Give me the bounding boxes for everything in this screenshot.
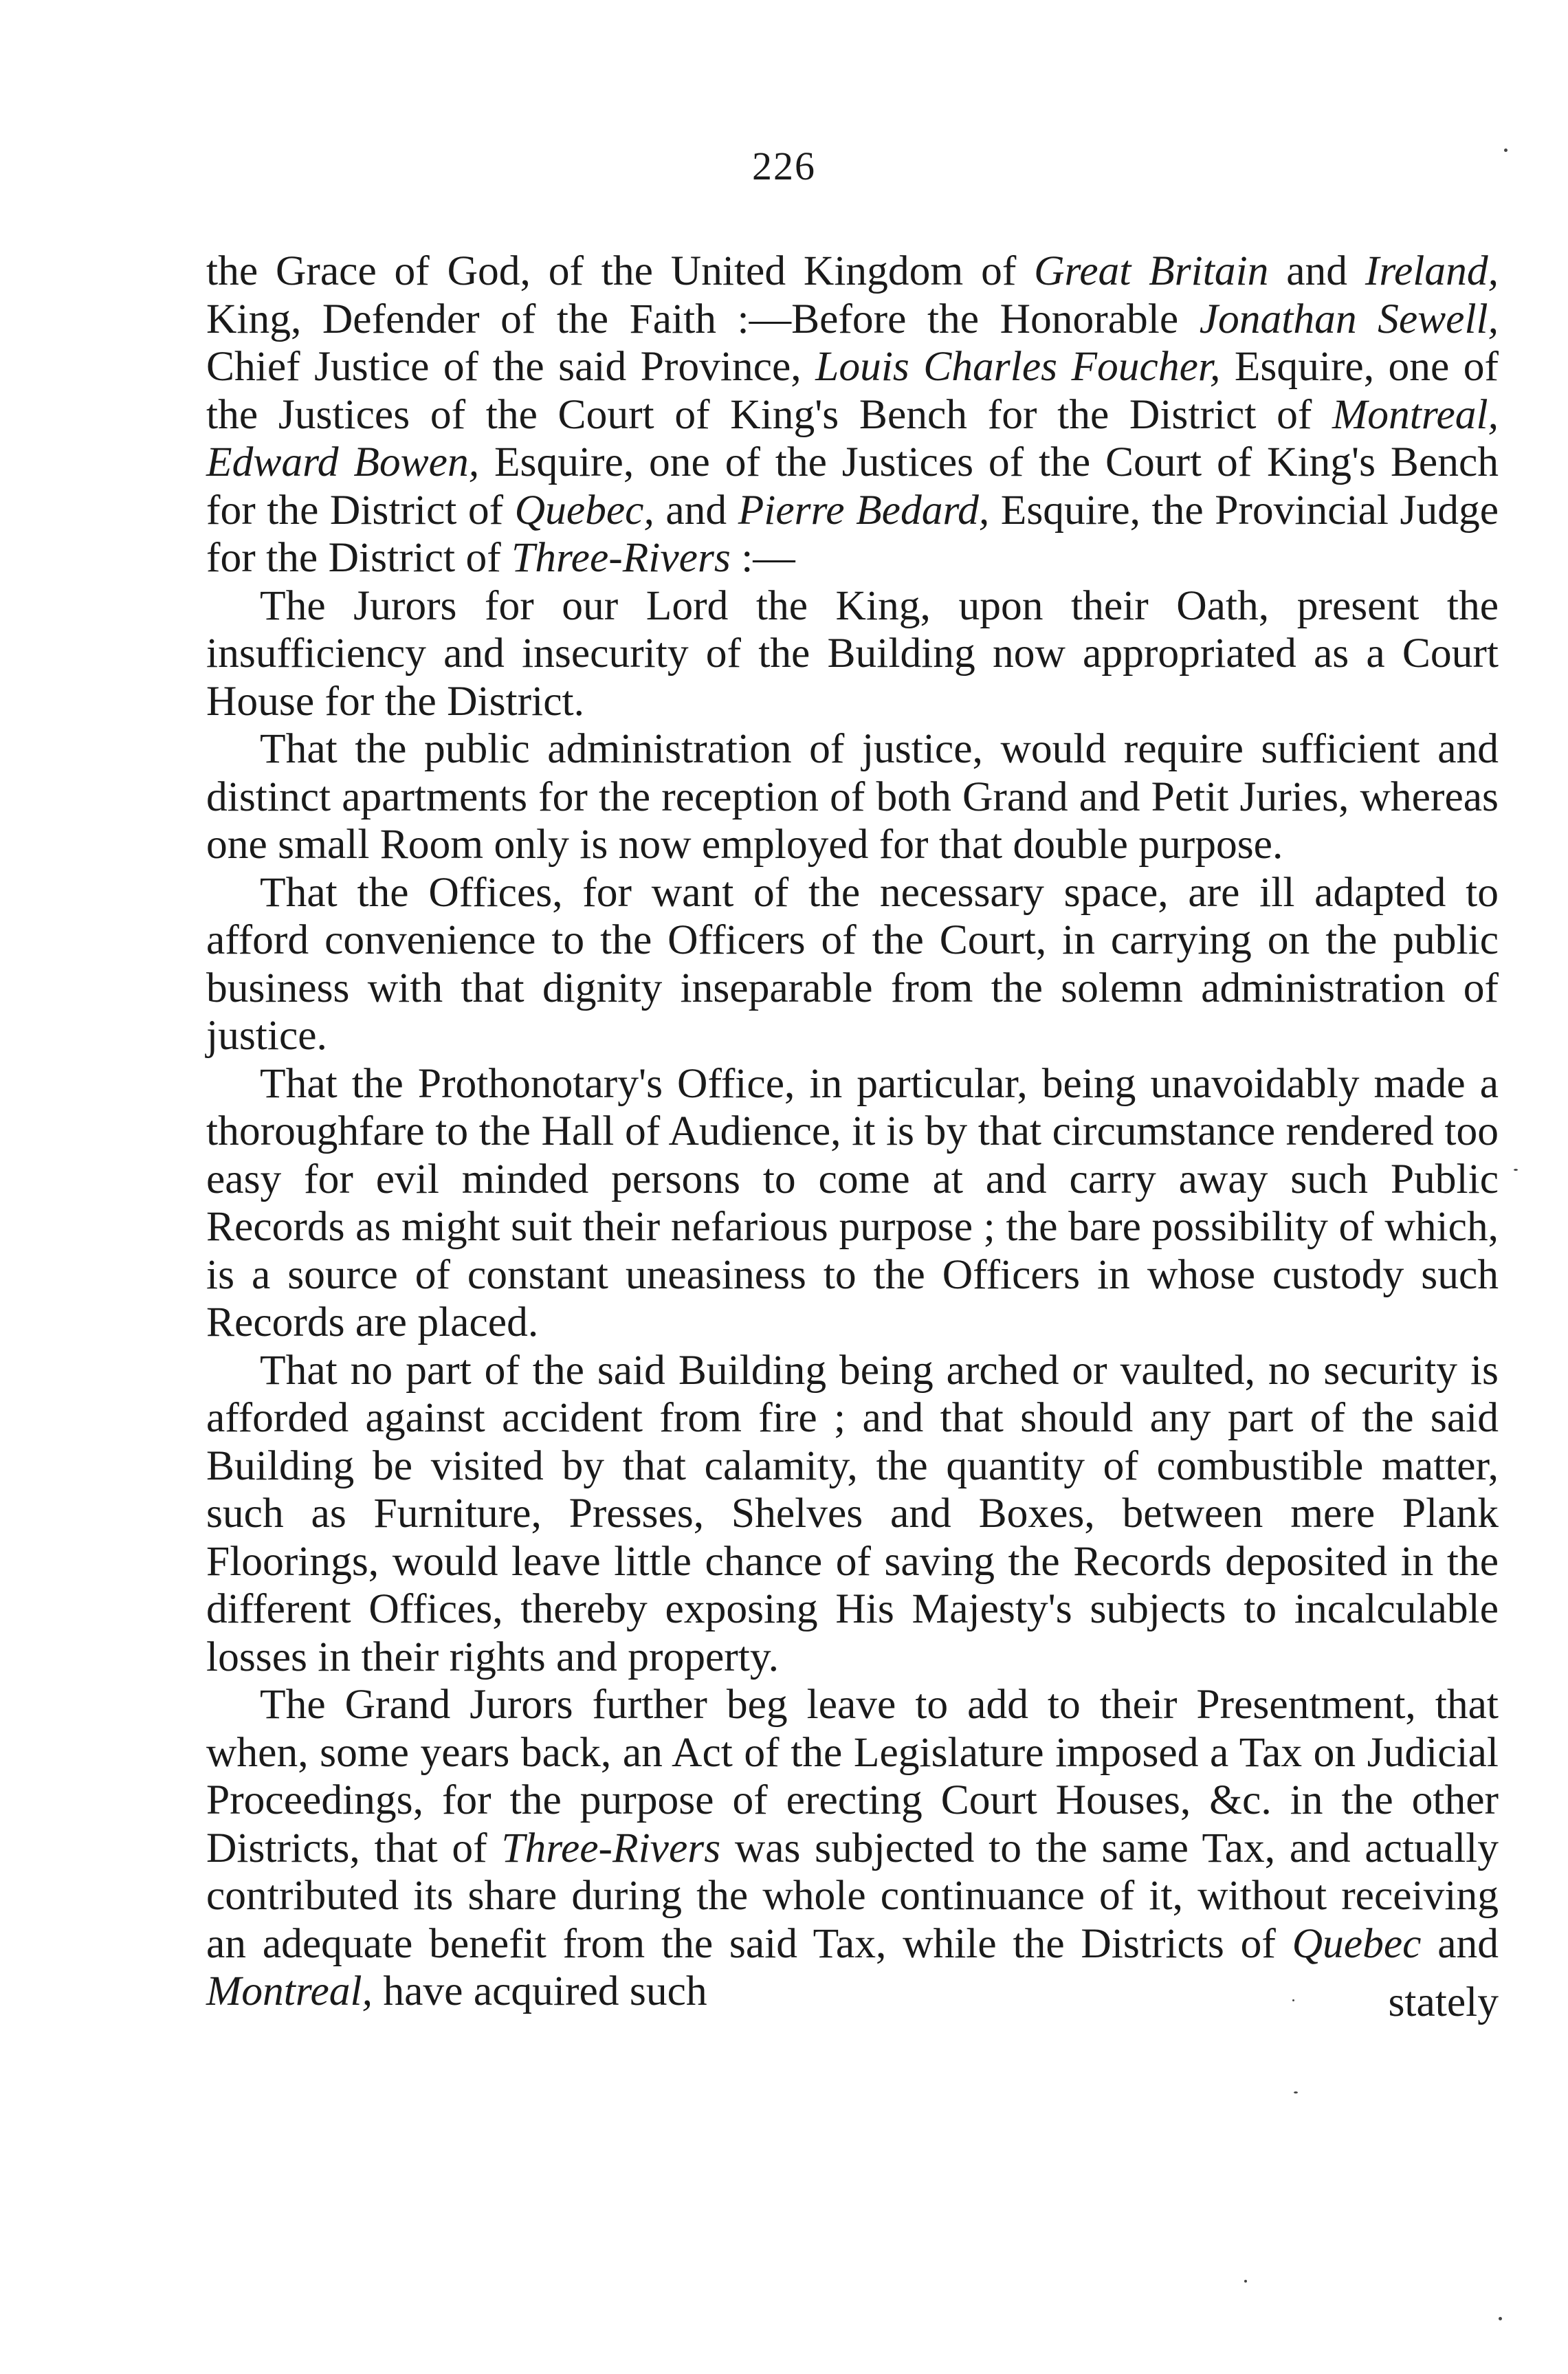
text-run: King, Defender of the Faith :—Before the Honorable xyxy=(206,295,1200,342)
scan-speck xyxy=(1514,1169,1518,1171)
paragraph xyxy=(206,248,1499,582)
text-run: That the Offices, for want of the necessary space, are ill adapted to afford convenience to the Officers of the Court, in carrying on the public business with that dignity inseparable from the solemn administration of justice. xyxy=(206,868,1499,1059)
italic-run: Pierre Bedard, xyxy=(738,486,990,534)
text-run: That no part of the said Building being arched or vaulted, no security is afforded against accident from fire ; and that should any part of the said Building be visited by that calamity, the quantity of combustible matter, such as Furniture, Presses, Shelves and Boxes, between mere Plank Floorings, would leave little chance of saving the Records deposited in the different Offices, thereby exposing His Majesty's subjects to incalculable losses in their rights and property. xyxy=(206,1346,1499,1680)
text-run: was subjected to the same Tax, and actually contributed its share during the whole continuance of it, without receiving an adequate benefit from the said Tax, while the Districts of xyxy=(206,1824,1499,1967)
text-run: That the public administration of justice, would require sufficient and distinct apartments for the reception of both Grand and Petit Juries, whereas one small Room only is now employed for that double purpose. xyxy=(206,725,1499,868)
paragraph xyxy=(206,869,1499,1060)
italic-run: Great Britain xyxy=(1034,248,1269,294)
text-run: and xyxy=(1421,1920,1499,1967)
page-number: 226 xyxy=(752,144,816,188)
text-run: Esquire, the Provincial Judge for the District of xyxy=(206,486,1499,581)
scan-speck xyxy=(1292,1999,1294,2001)
italic-run: Three-Rivers xyxy=(501,1824,721,1871)
text-run: the Grace of God, of the United Kingdom of xyxy=(206,248,1035,294)
italic-run: Louis Charles Foucher, xyxy=(815,343,1221,390)
text-run: Chief Justice of the said Province, xyxy=(206,343,816,390)
paragraph xyxy=(206,582,1499,726)
catchword: stately xyxy=(1388,1979,1499,2025)
text-run: Esquire, one of the Justices of the Court of King's Bench for the District of xyxy=(206,343,1499,438)
paragraph xyxy=(206,1681,1499,2016)
italic-run: Ireland, xyxy=(1365,248,1499,294)
italic-run: Montreal, xyxy=(1332,391,1499,438)
paragraph xyxy=(206,725,1499,869)
italic-run: Edward Bowen, xyxy=(206,439,480,485)
paragraph xyxy=(206,1060,1499,1347)
text-run: That the Prothonotary's Office, in particular, being unavoidably made a thoroughfare to the Hall of Audience, it is by that circumstance rendered too easy for evil minded persons to come at and carry away such Public Records as might suit their nefarious purpose ; the bare possibility of which, is a source of constant uneasiness to the Officers in whose custody such Records are placed. xyxy=(206,1059,1499,1345)
scan-speck xyxy=(1504,149,1508,152)
italic-run: Quebec xyxy=(1292,1920,1422,1967)
italic-run: Three-Rivers xyxy=(511,534,731,581)
text-run: and xyxy=(1268,248,1365,294)
scan-speck xyxy=(1244,2280,1247,2283)
body-text xyxy=(206,248,1499,2016)
scan-speck xyxy=(1499,2317,1502,2320)
italic-run: Quebec, xyxy=(514,486,654,534)
paragraph xyxy=(206,1347,1499,1682)
italic-run: Jonathan Sewell, xyxy=(1199,295,1499,342)
text-run: The Jurors for our Lord the King, upon their Oath, present the insufficiency and insecurity of the Building now appropriated as a Court House for the District. xyxy=(206,582,1499,725)
text-run: :— xyxy=(730,534,795,581)
text-run: Esquire, one of the Justices of the Court of King's Bench for the District of xyxy=(206,439,1499,534)
italic-run: Montreal, xyxy=(206,1968,373,2014)
text-run: have acquired such xyxy=(372,1968,707,2014)
scan-speck xyxy=(1294,2091,1298,2093)
text-run: The Grand Jurors further beg leave to add to their Presentment, that when, some years back, an Act of the Legislature imposed a Tax on Judicial Proceedings, for the purpose of erecting Court Houses, &c. in the other Districts, that of xyxy=(206,1681,1499,1871)
text-run: and xyxy=(654,486,738,534)
